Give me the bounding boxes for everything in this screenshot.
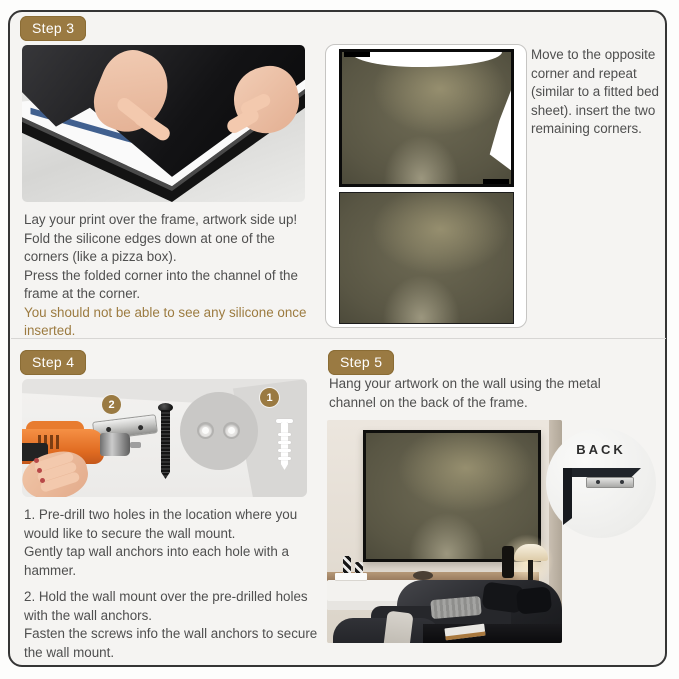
frame-clip: [344, 52, 370, 57]
step4-illustration: [22, 379, 307, 497]
step3-para1: Lay your print over the frame, artwork side up! Fold the silicone edges down at one of the corners (like a pizza box).: [24, 212, 298, 264]
coffee-table: [423, 624, 562, 643]
step4-para1: 1. Pre-drill two holes in the location where you would like to secure the wall mount.: [24, 507, 298, 541]
step5-badge: Step 5: [328, 350, 394, 375]
step3-badge: Step 3: [20, 16, 86, 41]
step3-instructions: [24, 211, 318, 341]
screw-thread: [161, 410, 170, 479]
lamp-base: [528, 560, 533, 580]
frame-corner-icon: [563, 468, 572, 525]
step4-instructions: [24, 506, 326, 662]
step4-badge: Step 4: [20, 350, 86, 375]
step4-para4: Fasten the screws info the wall anchors to secure the wall mount.: [24, 626, 318, 660]
book-stack: [335, 573, 367, 580]
step5-instruction: Hang your artwork on the wall using the metal channel on the back of the frame.: [329, 376, 601, 410]
bowl-decor: [413, 571, 433, 580]
vase-decor: [502, 546, 514, 578]
drilled-hole-icon: [225, 424, 238, 437]
drill-holes-icon: [180, 392, 258, 470]
back-callout: [546, 428, 656, 538]
corner-insert-panel: [325, 44, 527, 328]
artwork-canvas: [342, 52, 511, 184]
living-room-photo: [327, 420, 562, 643]
metal-channel-icon: [587, 478, 633, 487]
photo-fully-inserted: [339, 192, 514, 324]
dark-pillow: [516, 586, 552, 614]
frame-corner-icon: [563, 468, 641, 477]
throw-blanket: [382, 611, 413, 643]
drill-icon: [22, 409, 147, 497]
step4-para3: 2. Hold the wall mount over the pre-drilled holes with the wall anchors.: [24, 589, 308, 623]
photo-partially-inserted: [339, 49, 514, 187]
step3-highlight: You should not be able to see any silicone once inserted.: [24, 304, 307, 338]
back-label: BACK: [576, 442, 626, 457]
frame-clip: [483, 179, 509, 184]
marker-2-badge: 2: [102, 395, 121, 414]
step4-para2: Gently tap wall anchors into each hole with a hammer.: [24, 544, 289, 578]
lamp-shade: [514, 544, 548, 561]
drilled-hole-icon: [199, 424, 212, 437]
step3-photo-fold-corner: [22, 45, 305, 202]
step3-para2: Press the folded corner into the channel of the frame at the corner.: [24, 267, 298, 301]
wall-anchor-icon: [278, 419, 291, 473]
marker-1-badge: 1: [260, 388, 279, 407]
step3-side-note: Move to the opposite corner and repeat (similar to a fitted bed sheet). insert the two remaining corners.: [531, 47, 660, 136]
screw-icon: [158, 403, 173, 479]
